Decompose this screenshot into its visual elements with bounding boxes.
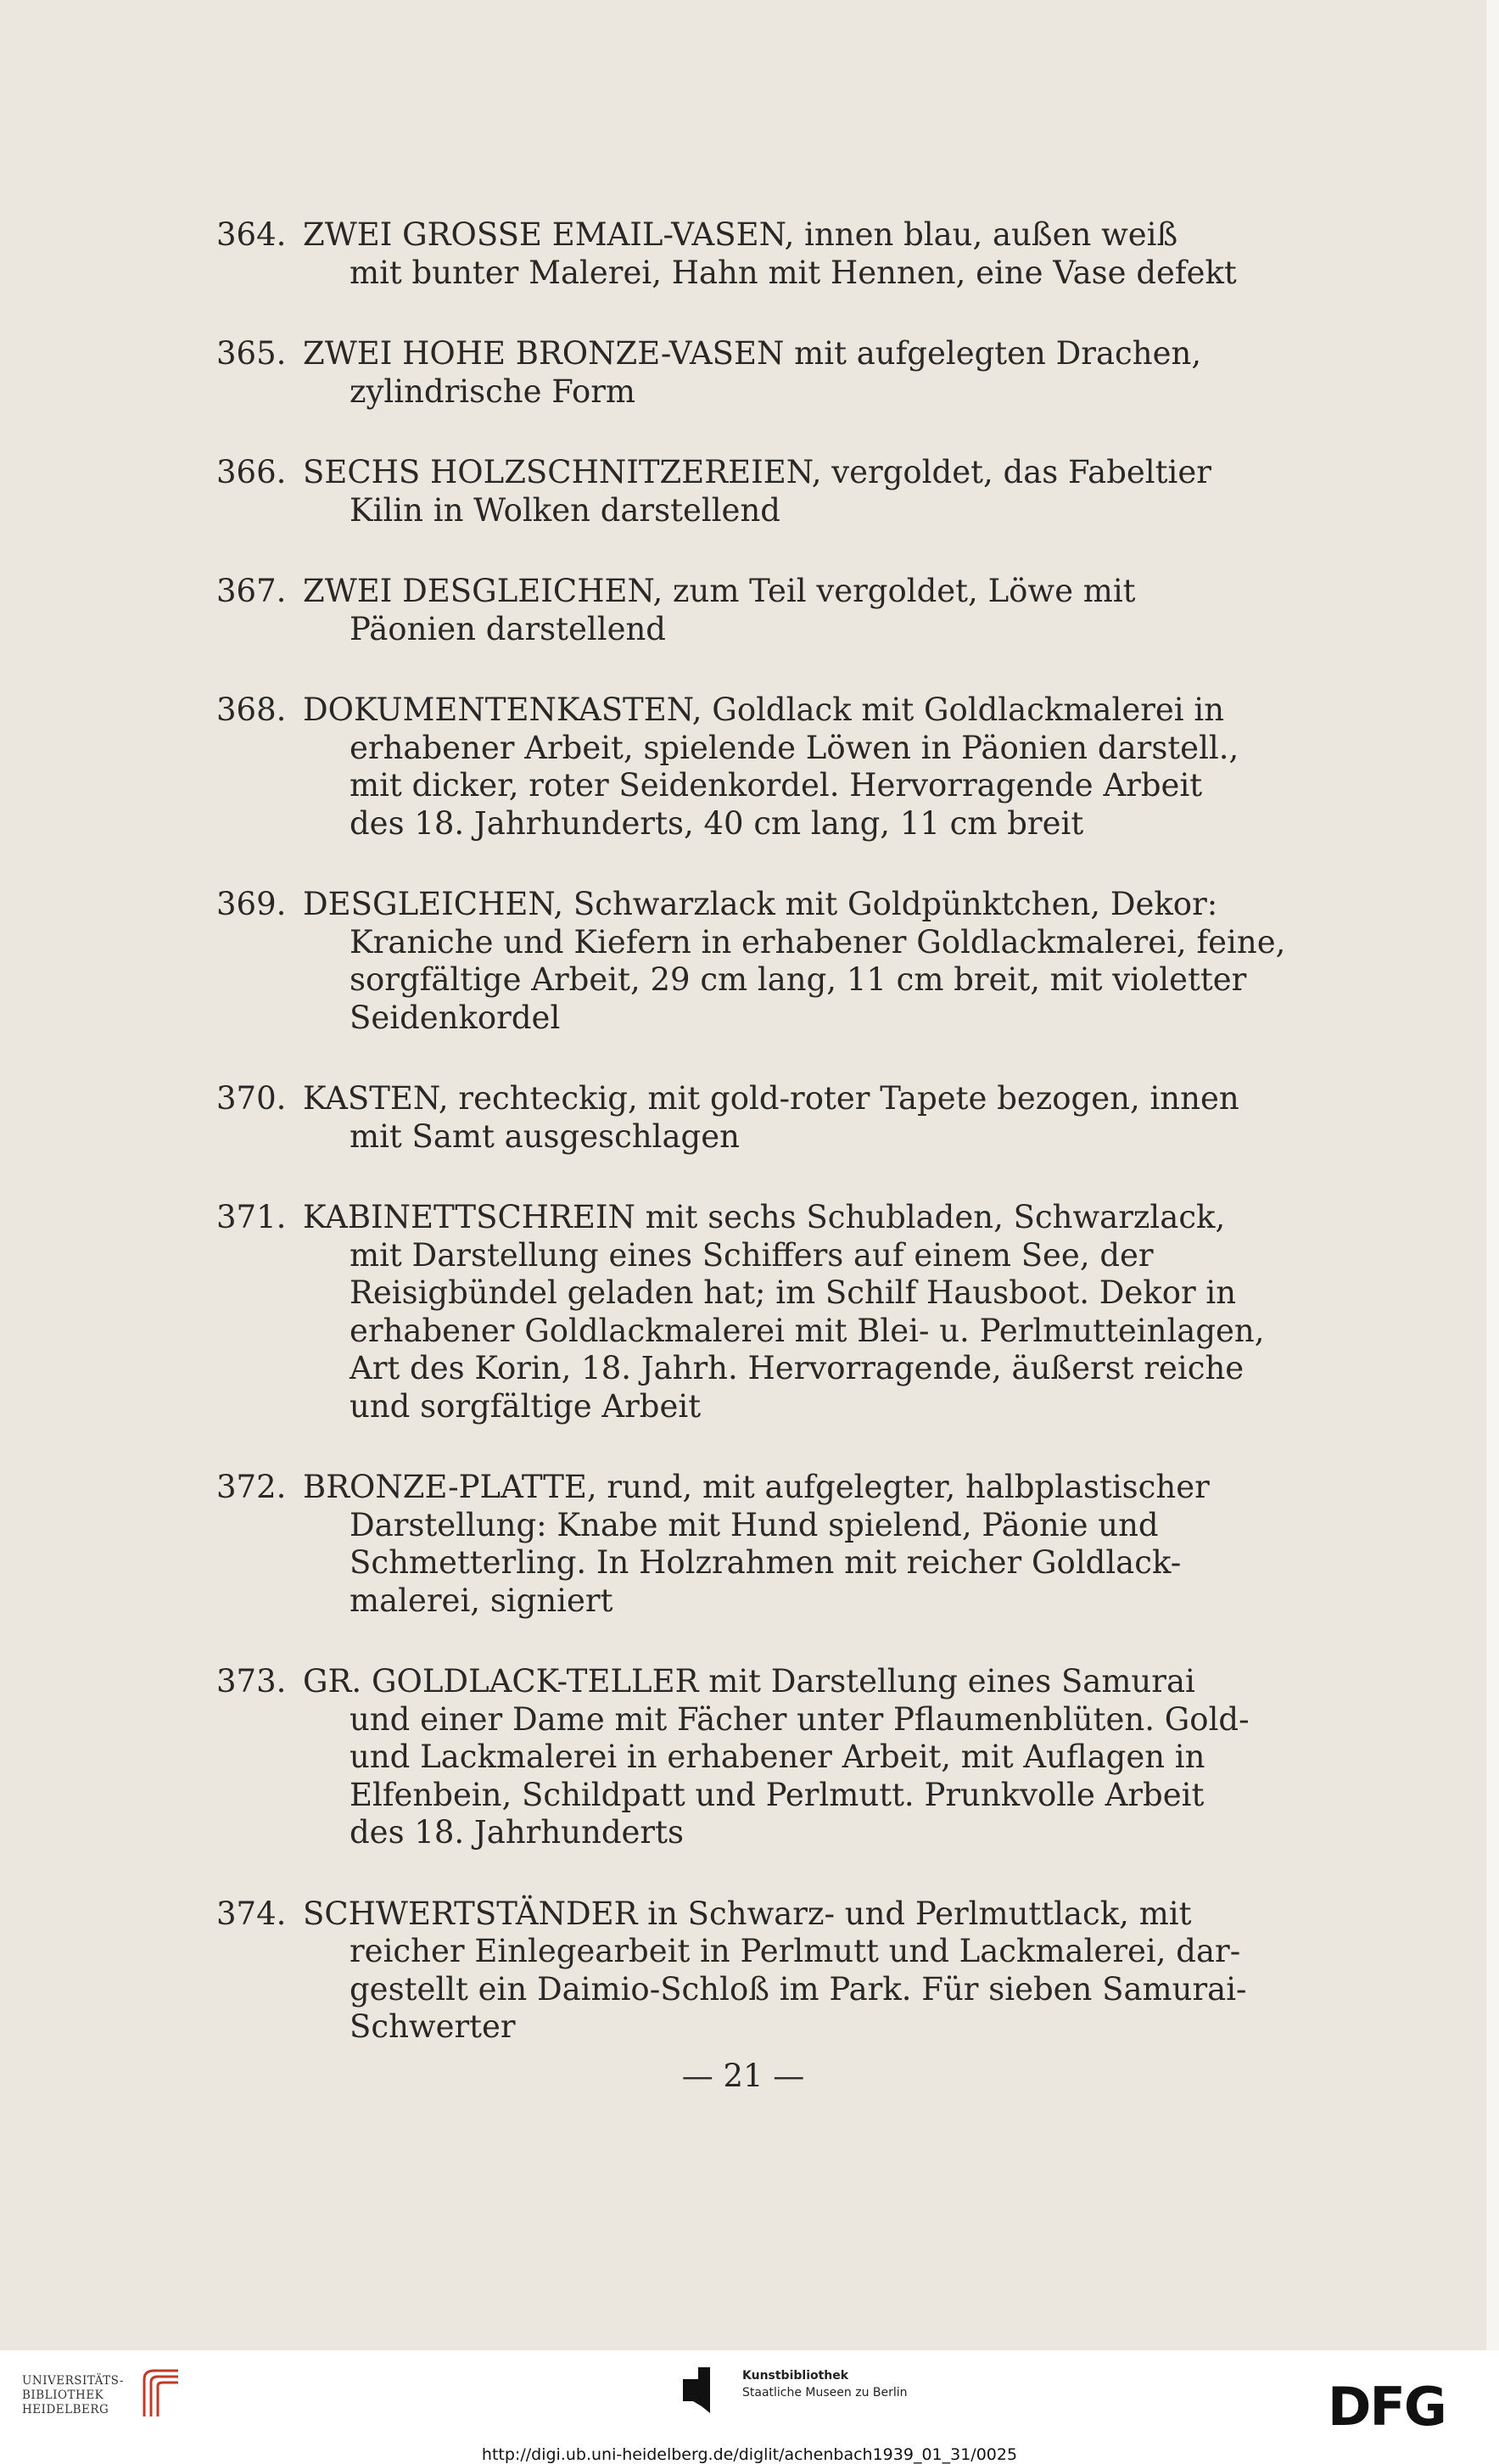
entry-number: 372. <box>216 1469 287 1505</box>
catalogue-entry <box>216 1663 1319 1852</box>
catalogue-entry <box>216 573 1319 648</box>
entry-text-line: des 18. Jahrhunderts <box>350 1814 684 1851</box>
page-edge <box>1486 0 1499 2350</box>
kunstbibliothek-label <box>742 2367 908 2401</box>
entry-text-line: SECHS HOLZSCHNITZEREIEN, vergoldet, das Fabeltier <box>303 454 1211 490</box>
entry-text-line: malerei, signiert <box>350 1582 613 1619</box>
entry-number: 368. <box>216 692 287 728</box>
entry-text-line: gestellt ein Daimio-Schloß im Park. Für sieben Samurai- <box>350 1970 1247 2008</box>
entry-text-line: Schwerter <box>350 2008 516 2045</box>
entry-text-line: Kraniche und Kiefern in erhabener Goldlackmalerei, feine, <box>350 923 1286 960</box>
entry-text-line: KASTEN, rechteckig, mit gold-roter Tapete bezogen, innen <box>303 1080 1239 1117</box>
entry-text-line: und einer Dame mit Fächer unter Pflaumenblüten. Gold- <box>350 1700 1250 1738</box>
entry-text-line: erhabener Goldlackmalerei mit Blei- u. Perlmutteinlagen, <box>350 1312 1265 1349</box>
entry-text-line: ZWEI HOHE BRONZE-VASEN mit aufgelegten Drachen, <box>303 335 1202 372</box>
library-emblem-icon <box>136 2364 187 2423</box>
kb-subtitle: Staatliche Museen zu Berlin <box>742 2386 908 2400</box>
entry-text-line: ZWEI GROSSE EMAIL-VASEN, innen blau, außen weiß <box>303 216 1178 253</box>
entry-text-line: mit Samt ausgeschlagen <box>350 1117 740 1155</box>
source-url[interactable]: http://digi.ub.uni-heidelberg.de/diglit/achenbach1939_01_31/0025 <box>481 2445 1018 2464</box>
entry-text-line: BRONZE-PLATTE, rund, mit aufgelegter, halbplastischer <box>303 1469 1210 1505</box>
entry-text-line: GR. GOLDLACK-TELLER mit Darstellung eines Samurai <box>303 1663 1195 1700</box>
page-number: — 21 — <box>681 2058 805 2094</box>
entry-text-line: des 18. Jahrhunderts, 40 cm lang, 11 cm breit <box>350 804 1084 842</box>
entry-text-line: und Lackmalerei in erhabener Arbeit, mit Auflagen in <box>350 1739 1205 1775</box>
catalogue-entry <box>216 886 1319 1037</box>
entry-text-line: und sorgfältige Arbeit <box>350 1387 702 1425</box>
library-logo-line: UNIVERSITÄTS- <box>22 2374 124 2388</box>
catalogue-entry <box>216 1080 1319 1156</box>
entry-text-line: mit Darstellung eines Schiffers auf einem See, der <box>350 1236 1154 1274</box>
entry-text-line: Seidenkordel <box>350 999 561 1036</box>
entry-text-line: erhabener Arbeit, spielende Löwen in Päonien darstell., <box>350 729 1239 766</box>
catalogue-entry <box>216 692 1319 843</box>
kb-title: Kunstbibliothek <box>742 2369 849 2383</box>
entry-text-line: Päonien darstellend <box>350 610 666 647</box>
entry-text-line: mit bunter Malerei, Hahn mit Hennen, eine Vase defekt <box>350 254 1237 291</box>
entry-number: 365. <box>216 335 287 372</box>
catalogue-entry <box>216 335 1319 411</box>
entry-number: 373. <box>216 1663 287 1700</box>
entry-text-line: Darstellung: Knabe mit Hund spielend, Päonie und <box>350 1506 1159 1543</box>
entry-number: 371. <box>216 1199 287 1235</box>
entry-text-line: DESGLEICHEN, Schwarzlack mit Goldpünktchen, Dekor: <box>303 886 1218 922</box>
entry-text-line: ZWEI DESGLEICHEN, zum Teil vergoldet, Löwe mit <box>303 573 1136 609</box>
entry-number: 370. <box>216 1080 287 1117</box>
entry-number: 367. <box>216 573 287 609</box>
entry-number: 364. <box>216 216 287 253</box>
library-logo-line: HEIDELBERG <box>22 2403 109 2416</box>
entry-text-line: mit dicker, roter Seidenkordel. Hervorragende Arbeit <box>350 767 1203 804</box>
catalogue-entries <box>216 216 1319 2090</box>
entry-text-line: zylindrische Form <box>350 372 635 410</box>
entry-text-line: KABINETTSCHREIN mit sechs Schubladen, Schwarzlack, <box>303 1199 1226 1235</box>
entry-text-line: reicher Einlegearbeit in Perlmutt und Lackmalerei, dar- <box>350 1933 1241 1969</box>
catalogue-entry <box>216 1469 1319 1620</box>
entry-text-line: DOKUMENTENKASTEN, Goldlack mit Goldlackmalerei in <box>303 692 1225 728</box>
kunstbibliothek-emblem-icon <box>683 2367 710 2413</box>
entry-number: 374. <box>216 1895 287 1932</box>
dfg-logo: DFG <box>1328 2376 1446 2438</box>
footer-bar <box>0 2350 1499 2464</box>
entry-text-line: SCHWERTSTÄNDER in Schwarz- und Perlmuttlack, mit <box>303 1895 1192 1932</box>
catalogue-entry <box>216 1896 1319 2047</box>
entry-number: 369. <box>216 886 287 922</box>
entry-text-line: Art des Korin, 18. Jahrh. Hervorragende, äußerst reiche <box>350 1350 1245 1386</box>
catalogue-entry <box>216 216 1319 292</box>
library-logo-line: BIBLIOTHEK <box>22 2388 104 2402</box>
entry-text-line: sorgfältige Arbeit, 29 cm lang, 11 cm breit, mit violetter <box>350 961 1247 998</box>
entry-text-line: Reisigbündel geladen hat; im Schilf Hausboot. Dekor in <box>350 1274 1237 1311</box>
entry-text-line: Elfenbein, Schildpatt und Perlmutt. Prunkvolle Arbeit <box>350 1776 1205 1813</box>
entry-number: 366. <box>216 454 287 490</box>
entry-text-line: Kilin in Wolken darstellend <box>350 491 780 529</box>
catalogue-entry <box>216 454 1319 529</box>
catalogue-entry <box>216 1199 1319 1425</box>
entry-text-line: Schmetterling. In Holzrahmen mit reicher Goldlack- <box>350 1544 1182 1581</box>
